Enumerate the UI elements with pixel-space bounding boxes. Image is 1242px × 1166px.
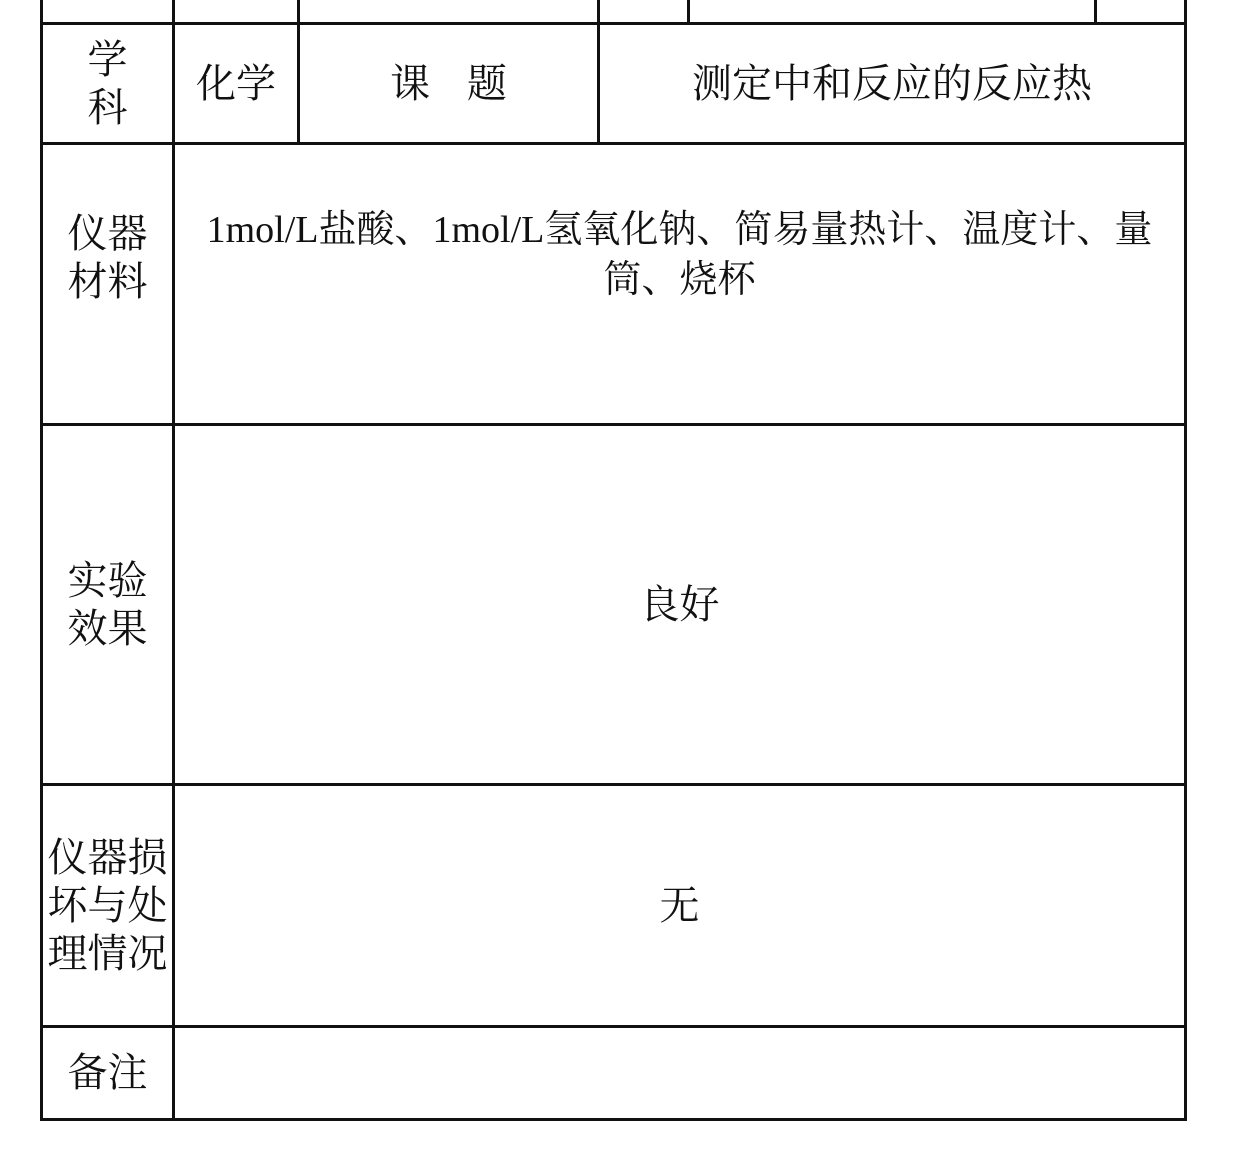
effect-label: 实验效果 <box>67 557 148 652</box>
damage-label: 仪器损坏与处理情况 <box>47 834 168 977</box>
remarks-label: 备注 <box>67 1050 148 1096</box>
materials-label: 仪器材料 <box>67 211 148 305</box>
topic-value: 测定中和反应的反应热 <box>692 60 1092 107</box>
remarks-value <box>175 1028 1184 1118</box>
effect-value: 良好 <box>639 581 720 628</box>
damage-value: 无 <box>659 882 700 929</box>
row-divider <box>40 1118 1187 1121</box>
subject-value: 化学 <box>196 60 276 107</box>
column-divider <box>1184 0 1187 1121</box>
column-divider <box>1094 0 1097 25</box>
column-divider <box>687 0 690 25</box>
materials-value: 1mol/L盐酸、1mol/L氢氧化钠、简易量热计、温度计、量筒、烧杯 <box>206 209 1153 301</box>
topic-label: 课 题 <box>390 60 519 107</box>
subject-label: 学 科 <box>87 36 140 131</box>
